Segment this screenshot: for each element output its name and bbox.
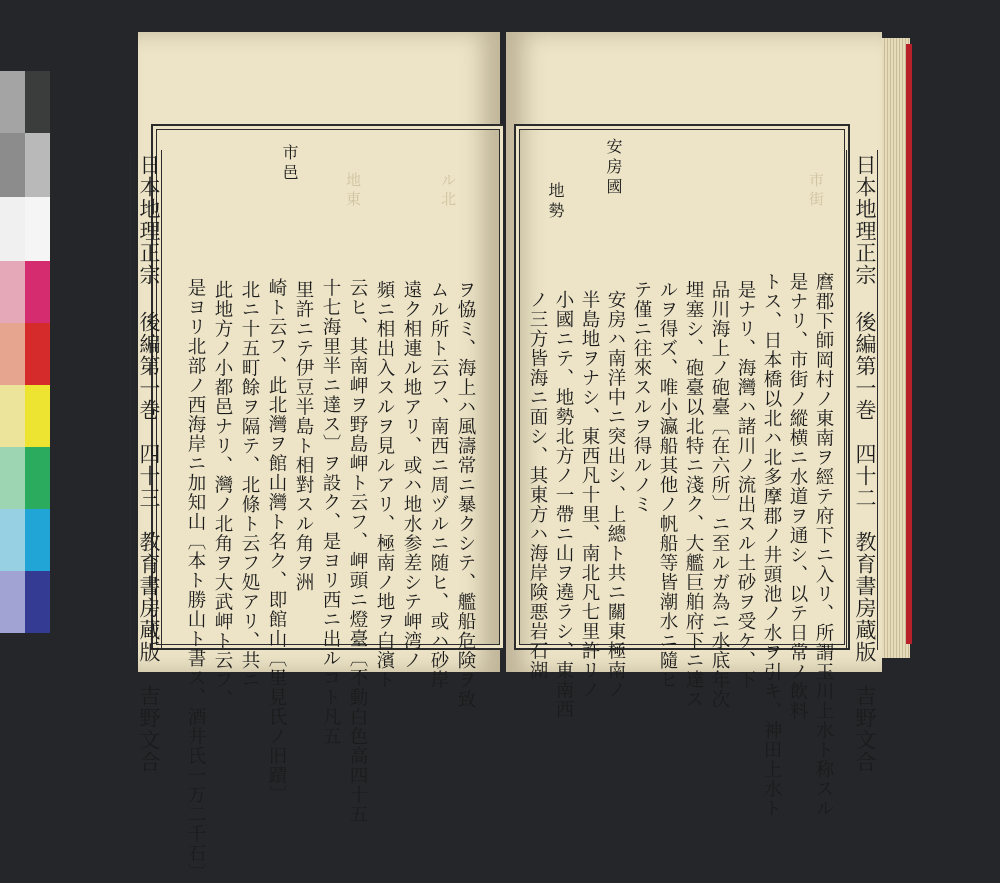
text-column: テ僅ニ往來スルヲ得ルノミ [631,280,652,514]
show-through-text: ル北 [439,172,457,210]
color-chip-yellow [0,385,50,447]
spine-title: 日本地理正宗 後編第一巻 四十二 教育書房蔵版 吉野文合 [853,154,877,773]
color-chip-red [0,323,50,385]
text-column: トス、日本橋以北ハ北多摩郡ノ井頭池ノ水ヲ引キ、神田上水ト [761,272,782,818]
color-chip-green [0,447,50,509]
text-column: 里許ニテ伊豆半島ト相對スル角ヲ洲 [293,280,314,592]
color-chip-gray [0,71,50,133]
section-heading: 市邑 [280,144,299,184]
text-column: 十七海里半ニ達ス〕ヲ設ク、是ヨリ西ニ出ルコト凡五 [320,278,341,746]
spine-title: 日本地理正宗 後編第一巻 四十三 教育書房蔵版 吉野文合 [137,154,161,773]
left-page [137,32,500,883]
text-column: 崎ト云フ、此北灣ヲ館山灣ト名ク、即館山〔里見氏ノ旧蹟〕 [266,278,287,805]
text-column: ヲ恊ミ、海上ハ風濤常ニ暴クシテ、艦船危険ヲ致 [455,280,476,709]
text-column: 是ヨリ北部ノ西海岸ニ加知山〔本ト勝山ト書ス、酒井氏一万二千石〕 [185,278,206,883]
text-column: 半島地ヲナシ、東西凡十里、南北凡七里許リノ [579,290,600,700]
text-column: 北ニ十五町餘ヲ隔テ、北條ト云フ処アリ、共ニ [239,280,260,690]
text-column: 是ナリ、市街ノ縱横ニ水道ヲ通シ、以テ日常ノ飲料 [787,272,808,721]
section-heading: 地勢 [546,182,565,222]
text-column: 品川海上ノ砲臺〔在六所〕ニ至ルガ為ニ水底年次 [709,280,730,709]
color-chip-cyan [0,509,50,571]
color-chip-midgray [0,133,50,197]
text-column: 遠ク相連ル地アリ、或ハ地水参差シテ岬湾ノ [401,280,422,670]
color-chip-blue [0,571,50,633]
text-column: ムル所ト云フ、南西ニ周ヅルニ随ヒ、或ハ砂岸 [428,280,449,690]
left-spine-label [130,150,162,773]
text-column: 小國ニテ、地勢北方ノ一帶ニ山ヲ遶ラシ、東南西 [553,290,574,719]
show-through-text: 市街 [807,172,825,210]
text-column: 頻ニ相出入スルヲ見ルアリ、極南ノ地ヲ白濱ト [374,280,395,690]
text-column: 埋塞シ、砲臺以北特ニ淺ク、大艦巨舶府下ニ達ス [683,280,704,709]
show-through-text: 地東 [344,172,362,210]
text-column: 云ヒ、其南岬ヲ野島岬ト云フ、岬頭ニ燈臺〔不動白色高四十五 [347,278,368,824]
right-spine-label [846,150,878,773]
text-column: 麿郡下師岡村ノ東南ヲ經テ府下ニ入リ、所謂玉川上水ト称スル [813,272,834,818]
right-page [506,32,882,818]
text-column: ノ三方皆海ニ面シ、其東方ハ海岸険悪岩石湖 [527,290,548,680]
color-chip-pink [0,261,50,323]
province-heading: 安房國 [604,138,623,198]
text-column: 此地方ノ小都邑ナリ、灣ノ北角ヲ大武岬ト云フ、 [212,280,233,709]
text-column: 是ナリ、海灣ハ諸川ノ流出スル土砂ヲ受ケ、下 [735,280,756,690]
red-edge [906,44,912,644]
text-column: 安房ハ南洋中ニ突出シ、上總ト共ニ關東極南ノ [605,290,626,700]
text-column: ルヲ得ズ、唯小瀛船其他ノ帆船等皆潮水ニ隨ヒ [657,280,678,690]
color-calibration-card [0,71,50,633]
color-chip-white [0,197,50,261]
open-book [137,24,910,883]
